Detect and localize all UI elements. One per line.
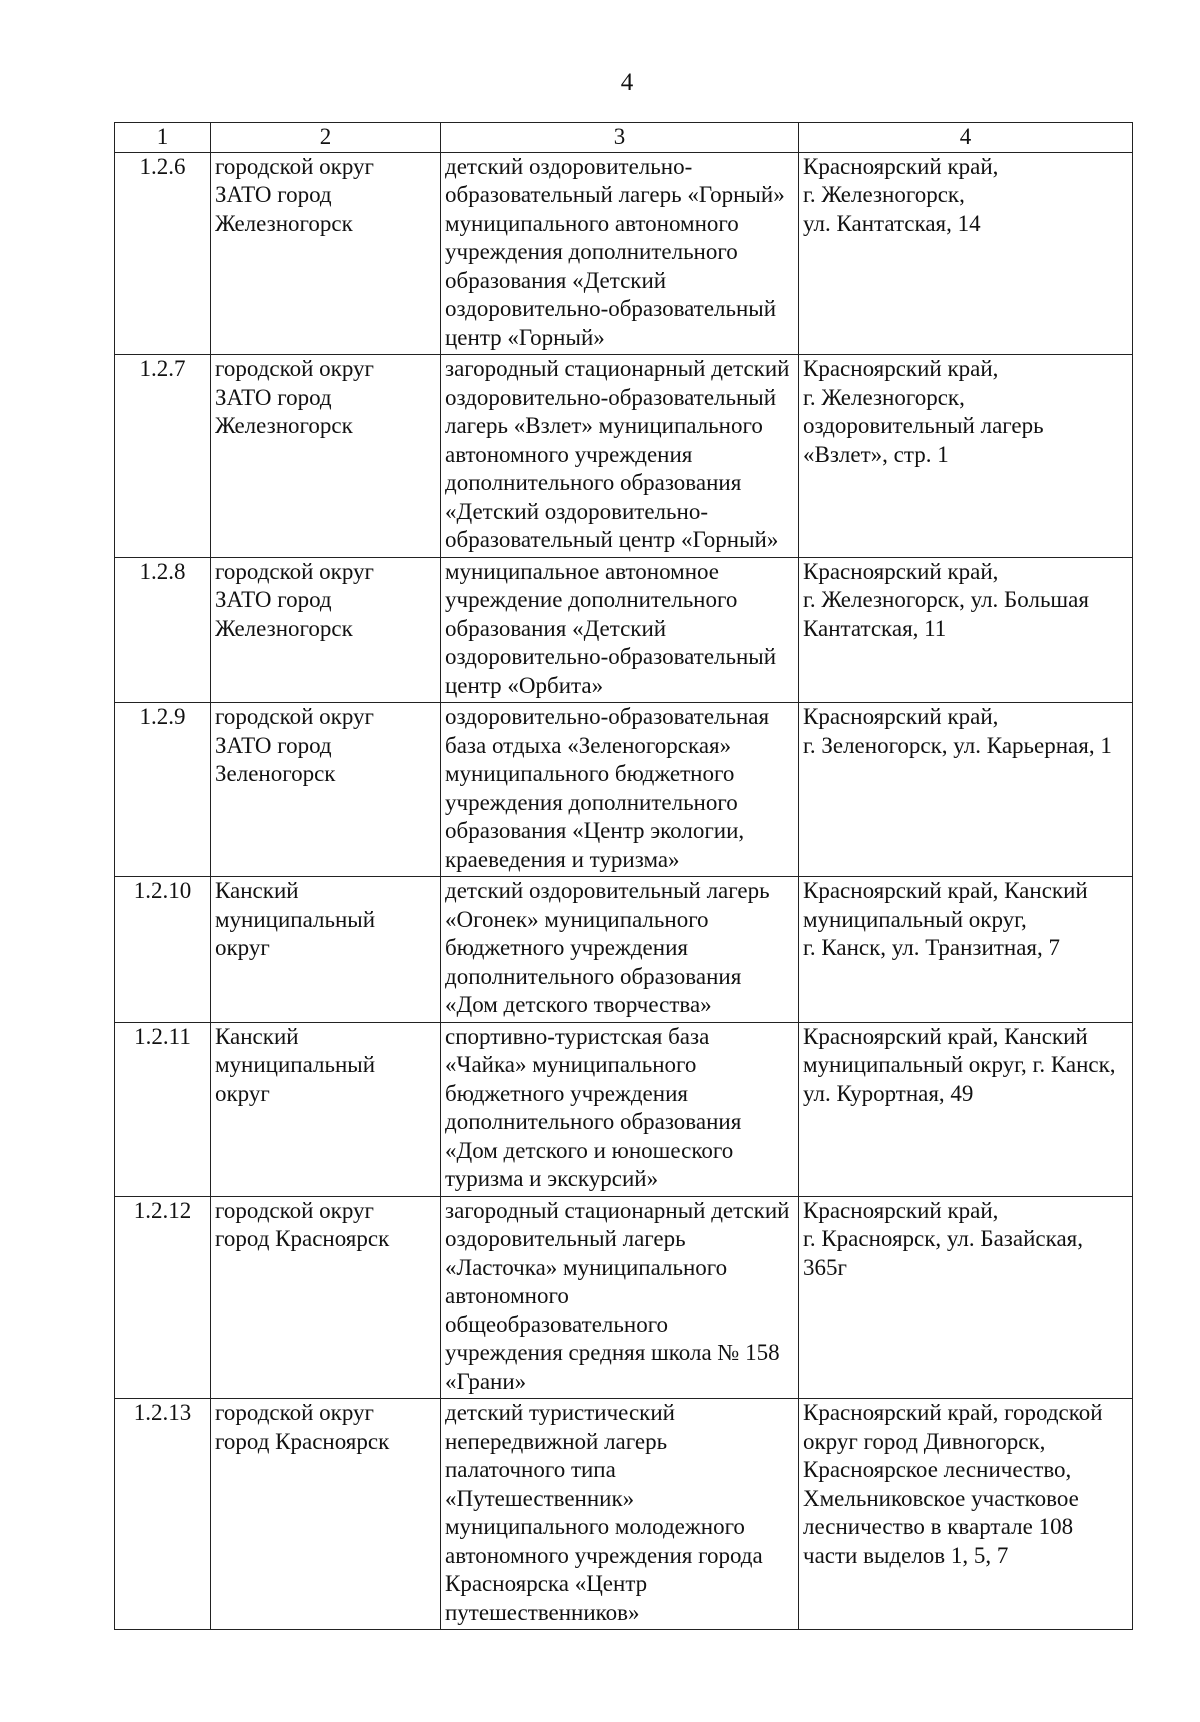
cell-line: муниципальный округ, [803,906,1027,932]
cell-line: дополнительного образования [445,1109,742,1134]
cell-line: ул. Кантатская, 14 [803,210,981,236]
cell-line: туризма и экскурсий» [445,1166,659,1191]
table-row [115,557,1133,703]
cell-line: дополнительного образования [445,963,742,989]
cell-line: части выделов 1, 5, 7 [803,1542,1009,1568]
cell-line: Красноярска «Центр [445,1571,648,1596]
cell-line: образовательный центр «Горный» [445,527,779,552]
column-header-4: 4 [799,123,1133,153]
cell-line: «Дом детского и юношеского [445,1137,734,1163]
cell-line: г. Железногорск, [803,182,965,207]
cell-line: непередвижной лагерь [445,1428,668,1454]
cell-line: Красноярский край, [803,153,999,179]
page-number: 4 [620,69,634,96]
cell-line: муниципального молодежного [445,1514,745,1539]
cell-line: Канский [215,1023,299,1049]
cell-line: Красноярский край, Канский [803,1023,1088,1049]
cell-line: образовательный лагерь «Горный» [445,182,785,207]
cell-line: автономного учреждения города [445,1542,763,1568]
cell-line: лесничество в квартале 108 [803,1514,1074,1539]
address-cell [799,355,1133,558]
facility-name-cell [441,703,799,877]
cell-line: Красноярский край, [803,558,999,584]
cell-line: город Красноярск [215,1226,390,1251]
cell-line: «Дом детского творчества» [445,992,712,1017]
table-row [115,1399,1133,1630]
row-number-cell: 1.2.9 [115,703,211,877]
column-header-1: 1 [115,123,211,153]
cell-line: муниципальное автономное [445,558,719,584]
cell-line: 365г [803,1254,847,1280]
table-row [115,703,1133,877]
cell-line: центр «Орбита» [445,672,604,698]
cell-line: бюджетного учреждения [445,935,688,960]
cell-line: Канский [215,878,299,903]
cell-line: оздоровительно-образовательный [445,296,777,321]
cell-line: муниципального автономного [445,210,739,236]
municipality-cell [211,557,441,703]
row-number-cell: 1.2.6 [115,152,211,355]
cell-line: «Путешественник» [445,1485,635,1511]
row-number-cell: 1.2.10 [115,877,211,1023]
municipality-cell [211,152,441,355]
row-number-cell: 1.2.12 [115,1196,211,1399]
cell-line: образования «Детский [445,615,667,641]
municipality-cell [211,877,441,1023]
cell-line: округ город Дивногорск, [803,1428,1046,1454]
cell-line: ул. Курортная, 49 [803,1080,974,1106]
cell-line: муниципальный округ, г. Канск, [803,1052,1116,1077]
cell-line: «Ласточка» муниципального [445,1254,728,1280]
facility-name-cell [441,877,799,1023]
cell-line: г. Железногорск, ул. Большая [803,587,1089,612]
cell-line: Железногорск [215,615,353,641]
cell-line: учреждение дополнительного [445,587,738,612]
cell-line: лагерь «Взлет» муниципального [445,413,763,438]
table-row [115,355,1133,558]
facility-name-cell [441,1196,799,1399]
cell-line: палаточного типа [445,1457,616,1482]
cell-line: Хмельниковское участковое [803,1485,1079,1511]
cell-line: учреждения дополнительного [445,789,738,815]
cell-line: учреждения дополнительного [445,239,738,264]
cell-line: «Взлет», стр. 1 [803,441,949,467]
address-cell [799,1196,1133,1399]
cell-line: округ [215,1080,270,1106]
cell-line: детский оздоровительно- [445,153,693,179]
cell-line: оздоровительный лагерь [445,1226,686,1251]
cell-line: Зеленогорск [215,761,336,786]
cell-line: оздоровительно-образовательная [445,704,770,729]
cell-line: краеведения и туризма» [445,846,680,872]
cell-line: база отдыха «Зеленогорская» [445,732,732,758]
camps-table [114,122,1133,1630]
cell-line: дополнительного образования [445,470,742,495]
cell-line: детский туристический [445,1400,675,1425]
cell-line: оздоровительно-образовательный [445,384,777,410]
row-number-cell: 1.2.11 [115,1022,211,1196]
address-cell [799,877,1133,1023]
cell-line: «Огонек» муниципального [445,906,709,932]
address-cell [799,152,1133,355]
cell-line: Красноярское лесничество, [803,1457,1072,1482]
cell-line: округ [215,935,270,960]
cell-line: Кантатская, 11 [803,615,947,641]
row-number-cell: 1.2.8 [115,557,211,703]
cell-line: «Детский оздоровительно- [445,498,708,524]
cell-line: образования «Детский [445,267,667,293]
facility-name-cell [441,152,799,355]
cell-line: Красноярский край, Канский [803,878,1088,903]
municipality-cell [211,1196,441,1399]
cell-line: «Грани» [445,1368,527,1394]
cell-line: муниципальный [215,906,376,932]
cell-line: г. Канск, ул. Транзитная, 7 [803,935,1060,960]
cell-line: г. Красноярск, ул. Базайская, [803,1226,1083,1251]
row-number-cell: 1.2.7 [115,355,211,558]
row-number-cell: 1.2.13 [115,1399,211,1630]
facility-name-cell [441,355,799,558]
cell-line: центр «Горный» [445,324,605,350]
municipality-cell [211,1022,441,1196]
municipality-cell [211,703,441,877]
municipality-cell [211,1399,441,1630]
cell-line: загородный стационарный детский [445,1197,790,1223]
facility-name-cell [441,1399,799,1630]
cell-line: ЗАТО город [215,384,332,410]
facility-name-cell [441,557,799,703]
cell-line: Железногорск [215,413,353,438]
cell-line: г. Зеленогорск, ул. Карьерная, 1 [803,732,1112,758]
address-cell [799,703,1133,877]
municipality-cell [211,355,441,558]
cell-line: ЗАТО город [215,732,332,758]
table-row [115,1196,1133,1399]
column-header-3: 3 [441,123,799,153]
facility-name-cell [441,1022,799,1196]
cell-line: автономного учреждения [445,441,693,467]
cell-line: бюджетного учреждения [445,1080,688,1106]
cell-line: автономного [445,1283,569,1308]
table-row [115,152,1133,355]
cell-line: спортивно-туристская база [445,1023,710,1049]
cell-line: оздоровительно-образовательный [445,644,777,669]
cell-line: ЗАТО город [215,587,332,612]
address-cell [799,1399,1133,1630]
cell-line: Красноярский край, [803,356,999,381]
address-cell [799,557,1133,703]
cell-line: Железногорск [215,210,353,236]
cell-line: городской округ [215,1197,374,1223]
cell-line: загородный стационарный детский [445,356,790,381]
table-row [115,877,1133,1023]
cell-line: Красноярский край, городской [803,1400,1103,1425]
cell-line: путешественников» [445,1599,640,1625]
cell-line: городской округ [215,1400,374,1425]
cell-line: Красноярский край, [803,1197,999,1223]
cell-line: Красноярский край, [803,704,999,729]
table-row [115,1022,1133,1196]
column-number-row [115,123,1133,153]
cell-line: муниципального бюджетного [445,761,735,786]
cell-line: ЗАТО город [215,182,332,207]
cell-line: городской округ [215,356,374,381]
address-cell [799,1022,1133,1196]
cell-line: образования «Центр экологии, [445,818,745,843]
cell-line: городской округ [215,153,374,179]
column-header-2: 2 [211,123,441,153]
cell-line: муниципальный [215,1052,376,1077]
cell-line: городской округ [215,558,374,584]
cell-line: общеобразовательного [445,1311,669,1337]
cell-line: город Красноярск [215,1428,390,1454]
cell-line: «Чайка» муниципального [445,1052,697,1077]
cell-line: детский оздоровительный лагерь [445,878,770,903]
cell-line: оздоровительный лагерь [803,413,1044,438]
cell-line: городской округ [215,704,374,729]
cell-line: г. Железногорск, [803,384,965,410]
cell-line: учреждения средняя школа № 158 [445,1340,780,1365]
